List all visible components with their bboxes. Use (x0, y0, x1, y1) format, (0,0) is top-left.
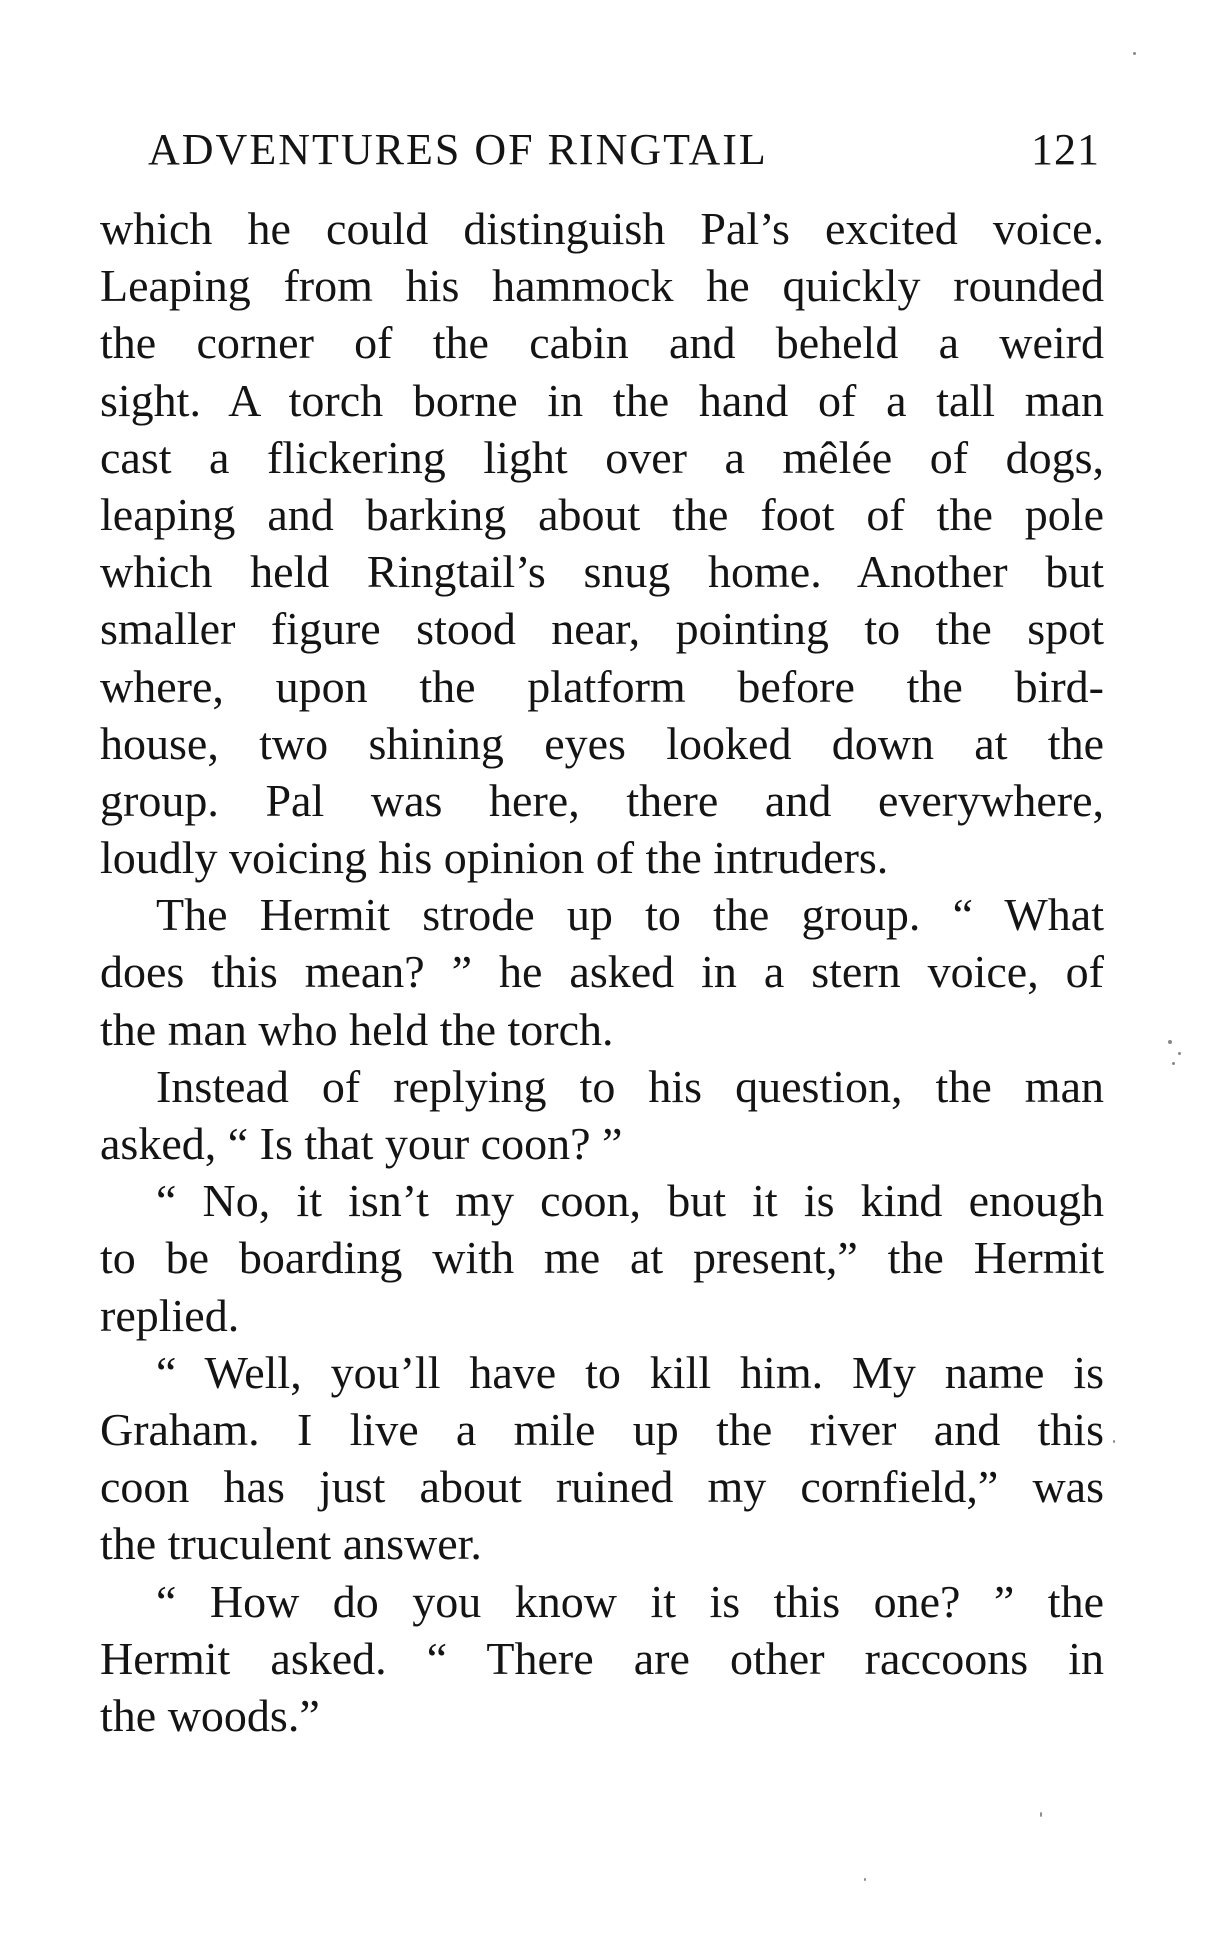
speck (1172, 1062, 1175, 1065)
paragraph (100, 1344, 1104, 1573)
text-line: Hermit asked. “ There are other raccoons in (100, 1632, 1104, 1684)
text-line: Graham. I live a mile up the river and this (100, 1403, 1104, 1455)
page-number: 121 (1031, 125, 1100, 174)
running-head-title: ADVENTURES OF RINGTAIL (148, 125, 768, 174)
paragraph (100, 1172, 1104, 1344)
speck (1113, 1440, 1115, 1443)
text-line: which he could distinguish Pal’s excited voice. (100, 203, 1104, 254)
text-line: Leaping from his hammock he quickly rounded (100, 260, 1104, 312)
text-line: which held Ringtail’s snug home. Another but (100, 546, 1104, 598)
body-text (100, 200, 1104, 1744)
speck (1040, 1812, 1042, 1817)
text-line: cast a flickering light over a mêlée of dogs, (100, 431, 1104, 483)
text-line: to be boarding with me at present,” the Hermit (100, 1232, 1104, 1284)
text-line: sight. A torch borne in the hand of a tall man (100, 374, 1104, 426)
speck (1168, 1040, 1172, 1044)
text-line: the corner of the cabin and beheld a weird (100, 317, 1104, 369)
paragraph (100, 200, 1104, 886)
text-line: the truculent answer. (100, 1518, 482, 1570)
text-line: replied. (100, 1289, 240, 1341)
paragraph (100, 1058, 1104, 1172)
text-line: the man who held the torch. (100, 1003, 614, 1055)
text-line: coon has just about ruined my cornfield,” was (100, 1461, 1104, 1513)
text-line: loudly voicing his opinion of the intruders. (100, 832, 889, 884)
text-line: “ How do you know it is this one? ” the (156, 1575, 1104, 1627)
text-line: leaping and barking about the foot of the pole (100, 488, 1104, 540)
text-line: Instead of replying to his question, the man (156, 1060, 1104, 1112)
text-line: The Hermit strode up to the group. “ What (156, 889, 1104, 941)
text-line: “ Well, you’ll have to kill him. My name is (156, 1346, 1104, 1398)
text-line: where, upon the platform before the bird- (100, 660, 1104, 712)
text-line: does this mean? ” he asked in a stern voice, of (100, 946, 1104, 998)
text-line: smaller figure stood near, pointing to the spot (100, 603, 1104, 655)
speck (1178, 1052, 1181, 1055)
text-line: the woods.” (100, 1689, 320, 1741)
speck (1133, 52, 1136, 55)
speck (864, 1878, 866, 1881)
text-line: “ No, it isn’t my coon, but it is kind enough (156, 1175, 1104, 1227)
paragraph (100, 1573, 1104, 1745)
paragraph (100, 886, 1104, 1058)
text-line: group. Pal was here, there and everywhere, (100, 774, 1104, 826)
running-head (148, 120, 1100, 180)
text-line: house, two shining eyes looked down at the (100, 717, 1104, 769)
text-line: asked, “ Is that your coon? ” (100, 1118, 623, 1169)
